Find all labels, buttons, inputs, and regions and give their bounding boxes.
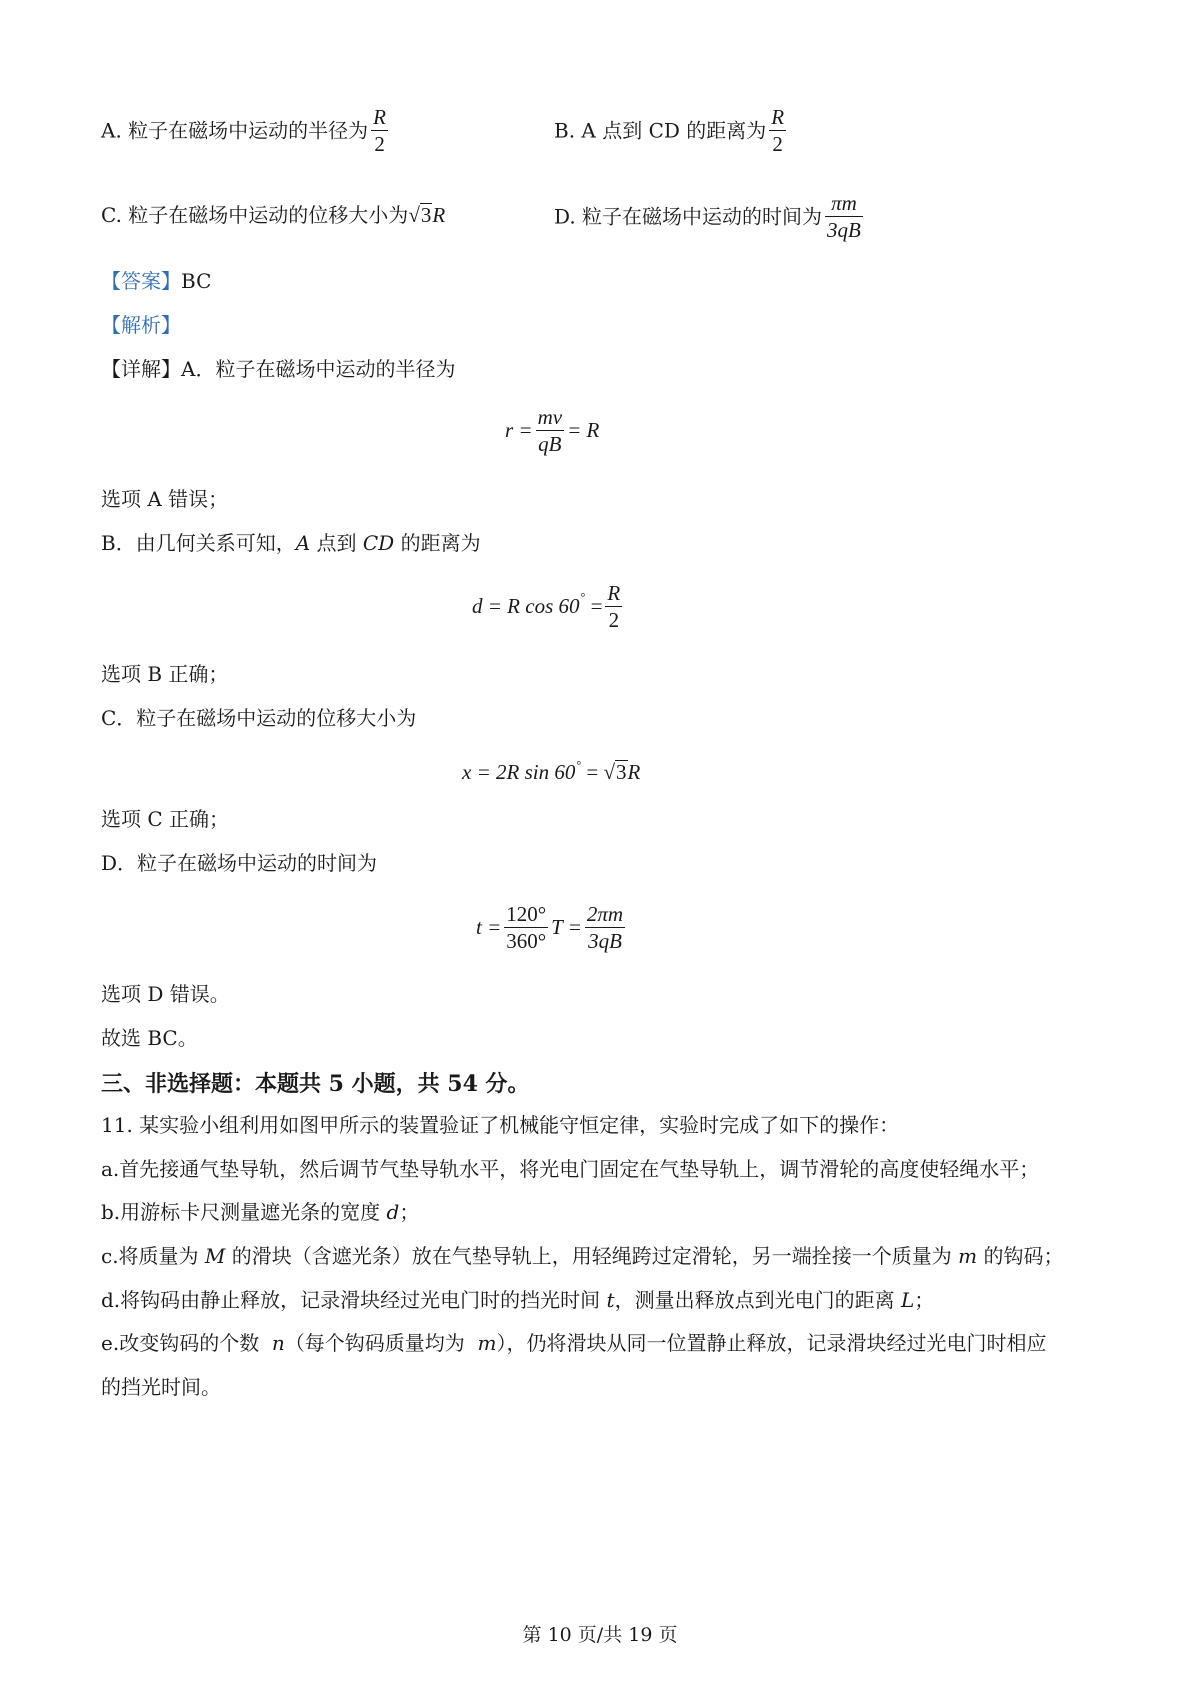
- q11-d-p3: ；: [914, 1288, 935, 1312]
- eq4-num1: 120°: [506, 902, 547, 926]
- answer-tag: 【答案】: [101, 269, 181, 293]
- detail-conclusion: 故选 BC。: [101, 1026, 198, 1050]
- eq4-fraction-1: [504, 901, 548, 954]
- q11-e-p2: （每个钩码质量均为: [284, 1331, 478, 1355]
- eq2-deg: °: [580, 590, 586, 605]
- b-intro-p3: 的距离为: [394, 531, 481, 555]
- option-c-value: √3R: [408, 203, 446, 227]
- detail-d-intro: D．粒子在磁场中运动的时间为: [101, 851, 378, 875]
- b-intro-p1: B．由几何关系可知，: [101, 531, 296, 555]
- option-d-num: πm: [831, 191, 857, 215]
- option-c: [101, 202, 445, 228]
- detail-c-intro: C．粒子在磁场中运动的位移大小为: [101, 706, 417, 730]
- eq4-num2: 2πm: [586, 902, 624, 926]
- option-c-sqrt: 3: [420, 203, 432, 227]
- analysis-tag: 【解析】: [101, 313, 181, 337]
- option-b: [554, 104, 789, 157]
- eq1-rhs: = R: [567, 418, 600, 442]
- q11-step-e-continued: 的挡光时间。: [101, 1375, 221, 1399]
- q11-d-v1: t: [606, 1288, 615, 1312]
- eq4-lhs: t =: [476, 915, 502, 939]
- option-d-den: 3qB: [827, 218, 861, 242]
- eq1-num: mv: [537, 405, 563, 429]
- eq1-den: qB: [536, 430, 565, 457]
- section-heading: 三、非选择题：本题共 5 小题，共 54 分。: [101, 1071, 530, 1097]
- q11-c-v1: M: [204, 1244, 226, 1268]
- detail-d-result: 选项 D 错误。: [101, 982, 230, 1006]
- detail-a-result: 选项 A 错误；: [101, 487, 229, 511]
- equation-displacement: x = 2R sin 60° = √3R: [462, 758, 641, 784]
- q11-c-p2: 的滑块（含遮光条）放在气垫导轨上，用轻绳跨过定滑轮，另一端拴接一个质量为: [225, 1244, 959, 1268]
- option-d: [554, 190, 866, 243]
- detail-b-intro: [101, 530, 481, 556]
- answer-line: [101, 268, 211, 294]
- q11-step-b: [101, 1199, 419, 1225]
- b-intro-v2: CD: [362, 531, 395, 555]
- q11-e-v1: n: [271, 1331, 285, 1355]
- eq3-mid: =: [586, 760, 599, 784]
- option-a-fraction: [371, 104, 388, 157]
- q11-step-a: a.首先接通气垫导轨，然后调节气垫导轨水平，将光电门固定在气垫导轨上，调节滑轮的高度使轻绳水平；: [101, 1157, 1040, 1181]
- eq4-den1: 360°: [506, 929, 547, 953]
- option-a-den: 2: [371, 130, 388, 157]
- q11-e-p1: e.改变钩码的个数: [101, 1331, 272, 1355]
- option-d-fraction: [825, 190, 863, 243]
- q11-b-v1: d: [386, 1200, 400, 1224]
- option-a: [101, 104, 391, 157]
- q11-b-p1: b.用游标卡尺测量遮光条的宽度: [101, 1200, 387, 1224]
- answer-value: BC: [181, 269, 212, 293]
- page-footer: 第 10 页/共 19 页: [522, 1624, 678, 1646]
- q11-e-v2: m: [477, 1331, 497, 1355]
- detail-b-result: 选项 B 正确；: [101, 662, 229, 686]
- eq2-num: R: [607, 581, 621, 605]
- eq4-mid: T =: [551, 915, 582, 939]
- eq2-fraction: [605, 580, 622, 633]
- q11-c-p1: c.将质量为: [101, 1244, 205, 1268]
- eq3-sqrt: 3: [616, 760, 627, 784]
- b-intro-v1: A: [295, 531, 311, 555]
- q11-step-c: [101, 1243, 1063, 1269]
- option-c-var: R: [432, 203, 446, 227]
- option-d-text: D. 粒子在磁场中运动的时间为: [554, 204, 823, 229]
- b-intro-p2: 点到: [310, 531, 363, 555]
- eq2-mid: =: [590, 594, 603, 618]
- q11-step-d: [101, 1287, 934, 1313]
- detail-tag: 【详解】: [101, 357, 181, 381]
- equation-radius: [505, 404, 599, 457]
- q11-c-v2: m: [958, 1244, 978, 1268]
- detail-a-intro: [101, 356, 455, 382]
- eq2-lhs: d = R cos 60: [472, 594, 580, 618]
- option-b-fraction: [769, 104, 786, 157]
- eq4-fraction-2: [585, 901, 625, 954]
- detail-c-result: 选项 C 正确；: [101, 807, 230, 831]
- q11-e-p3: ），仍将滑块从同一位置静止释放，记录滑块经过光电门时相应: [496, 1331, 1047, 1355]
- eq4-den2: 3qB: [585, 927, 625, 954]
- detail-a-text: A．粒子在磁场中运动的半径为: [181, 357, 456, 381]
- q11-d-p2: ，测量出释放点到光电门的距离: [614, 1288, 901, 1312]
- option-b-text: B. A 点到 CD 的距离为: [554, 118, 767, 143]
- eq3-lhs: x = 2R sin 60: [462, 760, 576, 784]
- eq3-deg: °: [576, 758, 582, 772]
- eq1-fraction: [536, 404, 565, 457]
- q11-c-p3: 的钩码；: [977, 1244, 1064, 1268]
- option-b-num: R: [771, 105, 785, 129]
- eq2-den: 2: [605, 606, 622, 633]
- equation-distance: [472, 580, 625, 633]
- eq3-var: R: [627, 760, 641, 784]
- q11-b-p2: ；: [399, 1200, 420, 1224]
- q11-d-p1: d.将钩码由静止释放，记录滑块经过光电门时的挡光时间: [101, 1288, 607, 1312]
- q11-intro: 11. 某实验小组利用如图甲所示的装置验证了机械能守恒定律，实验时完成了如下的操作：: [101, 1113, 900, 1137]
- option-c-text: C. 粒子在磁场中运动的位移大小为: [101, 203, 409, 227]
- q11-step-e: [101, 1330, 1047, 1356]
- option-a-num: R: [373, 105, 386, 129]
- equation-time: [476, 901, 628, 954]
- eq1-lhs: r =: [505, 418, 533, 442]
- option-a-text: A. 粒子在磁场中运动的半径为: [101, 118, 369, 143]
- option-b-den: 2: [769, 130, 786, 157]
- q11-d-v2: L: [900, 1288, 915, 1312]
